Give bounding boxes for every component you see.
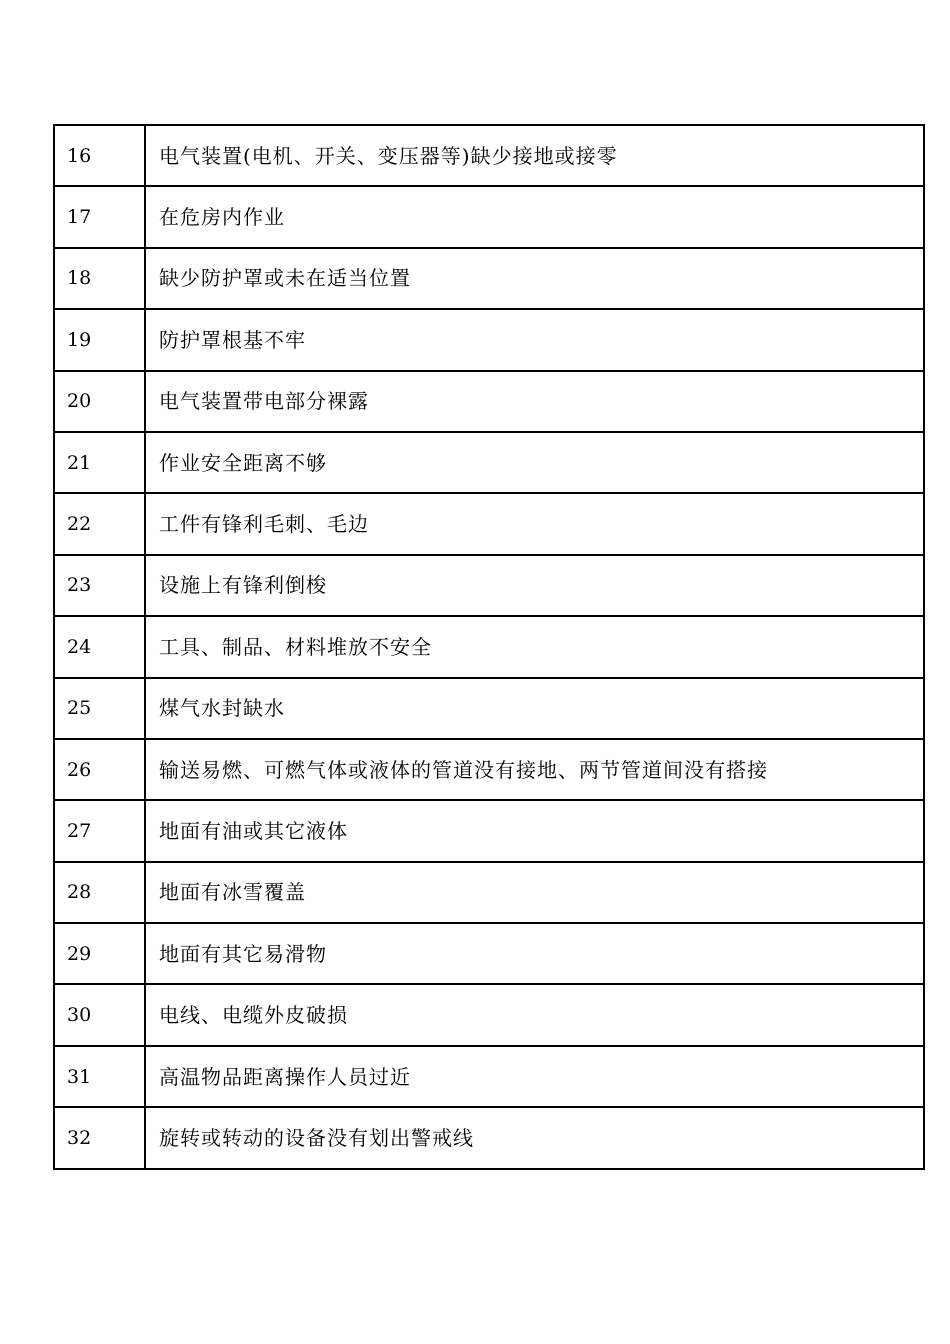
row-description: 在危房内作业 xyxy=(145,186,924,247)
row-description: 输送易燃、可燃气体或液体的管道没有接地、两节管道间没有搭接 xyxy=(145,739,924,800)
row-number: 17 xyxy=(54,186,145,247)
row-number: 28 xyxy=(54,862,145,923)
hazard-table xyxy=(53,124,925,1170)
row-description: 防护罩根基不牢 xyxy=(145,309,924,370)
table-row xyxy=(54,1107,924,1168)
row-description: 电线、电缆外皮破损 xyxy=(145,984,924,1045)
table-row xyxy=(54,923,924,984)
table-row xyxy=(54,862,924,923)
row-number: 25 xyxy=(54,678,145,739)
row-description: 设施上有锋利倒梭 xyxy=(145,555,924,616)
row-number: 23 xyxy=(54,555,145,616)
row-number: 20 xyxy=(54,371,145,432)
row-description: 地面有冰雪覆盖 xyxy=(145,862,924,923)
row-number: 22 xyxy=(54,493,145,554)
row-description: 地面有其它易滑物 xyxy=(145,923,924,984)
row-description: 地面有油或其它液体 xyxy=(145,800,924,861)
row-number: 31 xyxy=(54,1046,145,1107)
row-number: 27 xyxy=(54,800,145,861)
row-number: 26 xyxy=(54,739,145,800)
table-row xyxy=(54,616,924,677)
row-number: 32 xyxy=(54,1107,145,1168)
row-number: 18 xyxy=(54,248,145,309)
row-number: 29 xyxy=(54,923,145,984)
table-row xyxy=(54,739,924,800)
row-description: 缺少防护罩或未在适当位置 xyxy=(145,248,924,309)
row-number: 16 xyxy=(54,125,145,186)
row-description: 煤气水封缺水 xyxy=(145,678,924,739)
row-description: 电气装置(电机、开关、变压器等)缺少接地或接零 xyxy=(145,125,924,186)
table-row xyxy=(54,186,924,247)
row-number: 19 xyxy=(54,309,145,370)
row-description: 电气装置带电部分裸露 xyxy=(145,371,924,432)
table-row xyxy=(54,555,924,616)
row-description: 旋转或转动的设备没有划出警戒线 xyxy=(145,1107,924,1168)
row-number: 24 xyxy=(54,616,145,677)
row-number: 21 xyxy=(54,432,145,493)
row-description: 工具、制品、材料堆放不安全 xyxy=(145,616,924,677)
table-row xyxy=(54,984,924,1045)
row-number: 30 xyxy=(54,984,145,1045)
table-row xyxy=(54,493,924,554)
row-description: 高温物品距离操作人员过近 xyxy=(145,1046,924,1107)
table-row xyxy=(54,432,924,493)
row-description: 作业安全距离不够 xyxy=(145,432,924,493)
table-row xyxy=(54,309,924,370)
table-row xyxy=(54,248,924,309)
row-description: 工件有锋利毛刺、毛边 xyxy=(145,493,924,554)
table-row xyxy=(54,371,924,432)
table-row xyxy=(54,800,924,861)
table-row xyxy=(54,125,924,186)
table-row xyxy=(54,678,924,739)
table-row xyxy=(54,1046,924,1107)
